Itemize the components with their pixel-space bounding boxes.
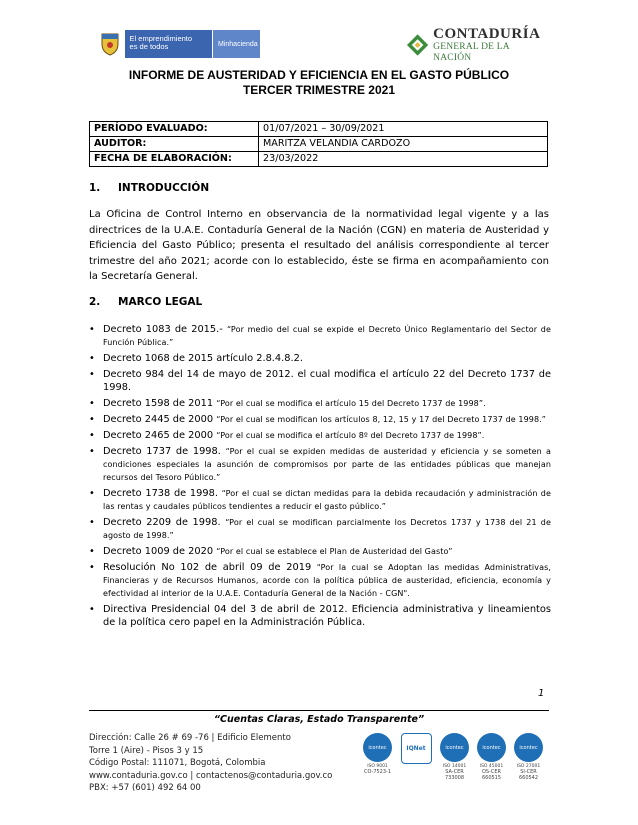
cert-code: OS-CER 660515 (481, 769, 502, 781)
cert-badge: IQNet (401, 733, 432, 764)
ministry-box: Minhacienda (212, 30, 260, 58)
legal-item-detail: “Por el cual se modifica el artículo 8º del Decreto 1737 de 1998”. (216, 431, 485, 440)
legal-item-detail: “Por el cual se dictan medidas para la debida recaudación y administración de las rentas y caudales públicos tendientes a reducir el gasto público.” (103, 489, 551, 511)
cert-code: SA-CER 733008 (444, 769, 465, 781)
legal-item-detail: “Por el cual se modifican parcialmente los Decretos 1737 y 1738 del 21 de agosto de 1998.” (103, 518, 551, 540)
cgn-logo (406, 25, 546, 63)
cert-tag: ISO 27001 (516, 764, 541, 769)
period-value: 01/07/2021 – 30/09/2021 (259, 122, 548, 137)
legal-item-main: Directiva Presidencial 04 del 3 de abril de 2012. Eficiencia administrativa y lineamientos de la política cero papel en la Administración Pública. (103, 604, 551, 628)
cert-code: CO-7523-1 (363, 769, 392, 775)
legal-item-detail: “Por medio del cual se expide el Decreto Único Reglamentario del Sector de Función Pública.” (103, 325, 551, 347)
intro-paragraph: La Oficina de Control Interno en observancia de la normatividad legal vigente y a las directrices de la U.A.E. Contaduría General de la Nación (CGN) en materia de Austeridad y Eficiencia del Gasto Público; presenta el resultado del análisis correspondiente al tercer trimestre del año 2021; acorde con lo establecido, éste se firma en acompañamiento con la Secretaría General. (89, 209, 549, 282)
legal-item-main: Resolución No 102 de abril 09 de 2019 (103, 562, 317, 573)
bullet-icon: • (89, 414, 95, 425)
address-line: Código Postal: 111071, Bogotá, Colombia (89, 758, 266, 768)
table-row (90, 137, 548, 152)
period-label: PERÍODO EVALUADO: (90, 122, 259, 137)
contact-links[interactable]: www.contaduria.gov.co | contactenos@contaduria.gov.co (89, 770, 333, 781)
footer-divider (89, 710, 549, 711)
cert-code: SI-CER 660542 (518, 769, 539, 781)
page-number: 1 (538, 688, 545, 699)
cgn-subtitle: GENERAL DE LA NACIÓN (433, 41, 510, 63)
iqnet-cert-icon (399, 733, 433, 781)
list-item (89, 516, 551, 542)
phone-line: PBX: +57 (601) 492 64 00 (89, 783, 201, 793)
section-title: MARCO LEGAL (118, 296, 203, 308)
bullet-icon: • (89, 353, 95, 364)
bullet-icon: • (89, 398, 95, 409)
legal-item-main: Decreto 1009 de 2020 (103, 546, 217, 557)
cert-tag: ISO 9001 (367, 764, 388, 769)
cert-badge: icontec (477, 733, 506, 762)
report-title: INFORME DE AUSTERIDAD Y EFICIENCIA EN EL GASTO PÚBLICO (128, 68, 510, 82)
legal-item-main: Decreto 1083 de 2015.- (103, 324, 227, 335)
list-item (89, 368, 551, 394)
colombia-shield-icon (100, 30, 121, 58)
cert-tag: ISO 14001 (442, 764, 467, 769)
section-number: 1. (89, 182, 101, 194)
bullet-icon: • (89, 517, 95, 528)
bullet-icon: • (89, 369, 95, 380)
cert-badge: icontec (440, 733, 469, 762)
list-item (89, 545, 551, 558)
section-heading-legal (89, 296, 202, 308)
list-item (89, 561, 551, 600)
list-item (89, 352, 551, 365)
legal-item-main: Decreto 1068 de 2015 artículo 2.8.4.8.2. (103, 353, 303, 364)
table-row (90, 152, 548, 167)
list-item (89, 323, 551, 349)
legal-item-detail: “Por el cual se modifican los artículos 8, 12, 15 y 17 del Decreto 1737 de 1998.” (216, 415, 547, 424)
legal-item-detail: “Por el cual se modifica el artículo 15 del Decreto 1737 de 1998”. (216, 399, 486, 408)
cert-badge: icontec (514, 733, 543, 762)
legal-item-main: Decreto 1598 de 2011 (103, 398, 217, 409)
table-row (90, 122, 548, 137)
gov-logo (100, 30, 260, 58)
info-table (89, 121, 548, 167)
bullet-icon: • (89, 604, 95, 615)
legal-item-main: Decreto 2445 de 2000 (103, 414, 217, 425)
gov-slogan-line2: es de todos (129, 42, 169, 51)
list-item (89, 445, 551, 484)
auditor-value: MARITZA VELANDIA CARDOZO (259, 137, 548, 152)
footer-address (89, 732, 332, 795)
legal-item-main: Decreto 2209 de 1998. (103, 517, 226, 528)
cert-tag: ISO 45001 (479, 764, 504, 769)
cert-badge: icontec (363, 733, 392, 762)
legal-item-main: Decreto 1737 de 1998. (103, 446, 226, 457)
bullet-icon: • (89, 446, 95, 457)
section-title: INTRODUCCIÓN (118, 182, 210, 194)
legal-item-main: Decreto 2465 de 2000 (103, 430, 217, 441)
icontec-cert-icon (476, 733, 507, 781)
section-number: 2. (89, 296, 101, 308)
section-heading-intro (89, 182, 209, 194)
legal-item-detail: "Por la cual se Adoptan las medidas Administrativas, Financieras y de Recursos Humanos, acorde con la política pública de austeridad, eficiencia, economía y efectividad al interior de la U.A.E. Contaduría General de la Nación - CGN". (103, 563, 551, 598)
legal-item-detail: “Por el cual se expiden medidas de austeridad y eficiencia y se someten a condiciones especiales la asunción de compromisos por parte de las entidades públicas que manejan recursos del Tesoro Público.” (103, 447, 551, 482)
list-item (89, 603, 551, 629)
date-label: FECHA DE ELABORACIÓN: (90, 152, 259, 167)
icontec-cert-icon (439, 733, 470, 781)
legal-item-main: Decreto 1738 de 1998. (103, 488, 222, 499)
list-item (89, 429, 551, 442)
cgn-name: CONTADURÍA (433, 25, 541, 42)
report-subtitle: TERCER TRIMESTRE 2021 (242, 83, 396, 97)
date-value: 23/03/2022 (259, 152, 548, 167)
list-item (89, 487, 551, 513)
bullet-icon: • (89, 562, 95, 573)
legal-item-detail: “Por el cual se establece el Plan de Austeridad del Gasto” (216, 547, 453, 556)
legal-list (89, 323, 551, 632)
footer-slogan: “Cuentas Claras, Estado Transparente” (213, 714, 425, 725)
gov-slogan-box (125, 30, 212, 58)
legal-item-main: Decreto 984 del 14 de mayo de 2012. el cual modifica el artículo 22 del Decreto 1737 de 1998. (103, 369, 551, 393)
bullet-icon: • (89, 488, 95, 499)
gov-slogan-line1: El emprendimiento (129, 34, 193, 43)
auditor-label: AUDITOR: (90, 137, 259, 152)
cgn-emblem-icon (406, 33, 429, 57)
list-item (89, 397, 551, 410)
bullet-icon: • (89, 430, 95, 441)
icontec-cert-icon (513, 733, 544, 781)
bullet-icon: • (89, 546, 95, 557)
address-line: Torre 1 (Aire) - Pisos 3 y 15 (89, 745, 204, 756)
icontec-cert-icon (362, 733, 393, 781)
bullet-icon: • (89, 324, 95, 335)
list-item (89, 413, 551, 426)
address-line: Dirección: Calle 26 # 69 -76 | Edificio Elemento (89, 733, 291, 743)
certification-logos (362, 733, 544, 781)
